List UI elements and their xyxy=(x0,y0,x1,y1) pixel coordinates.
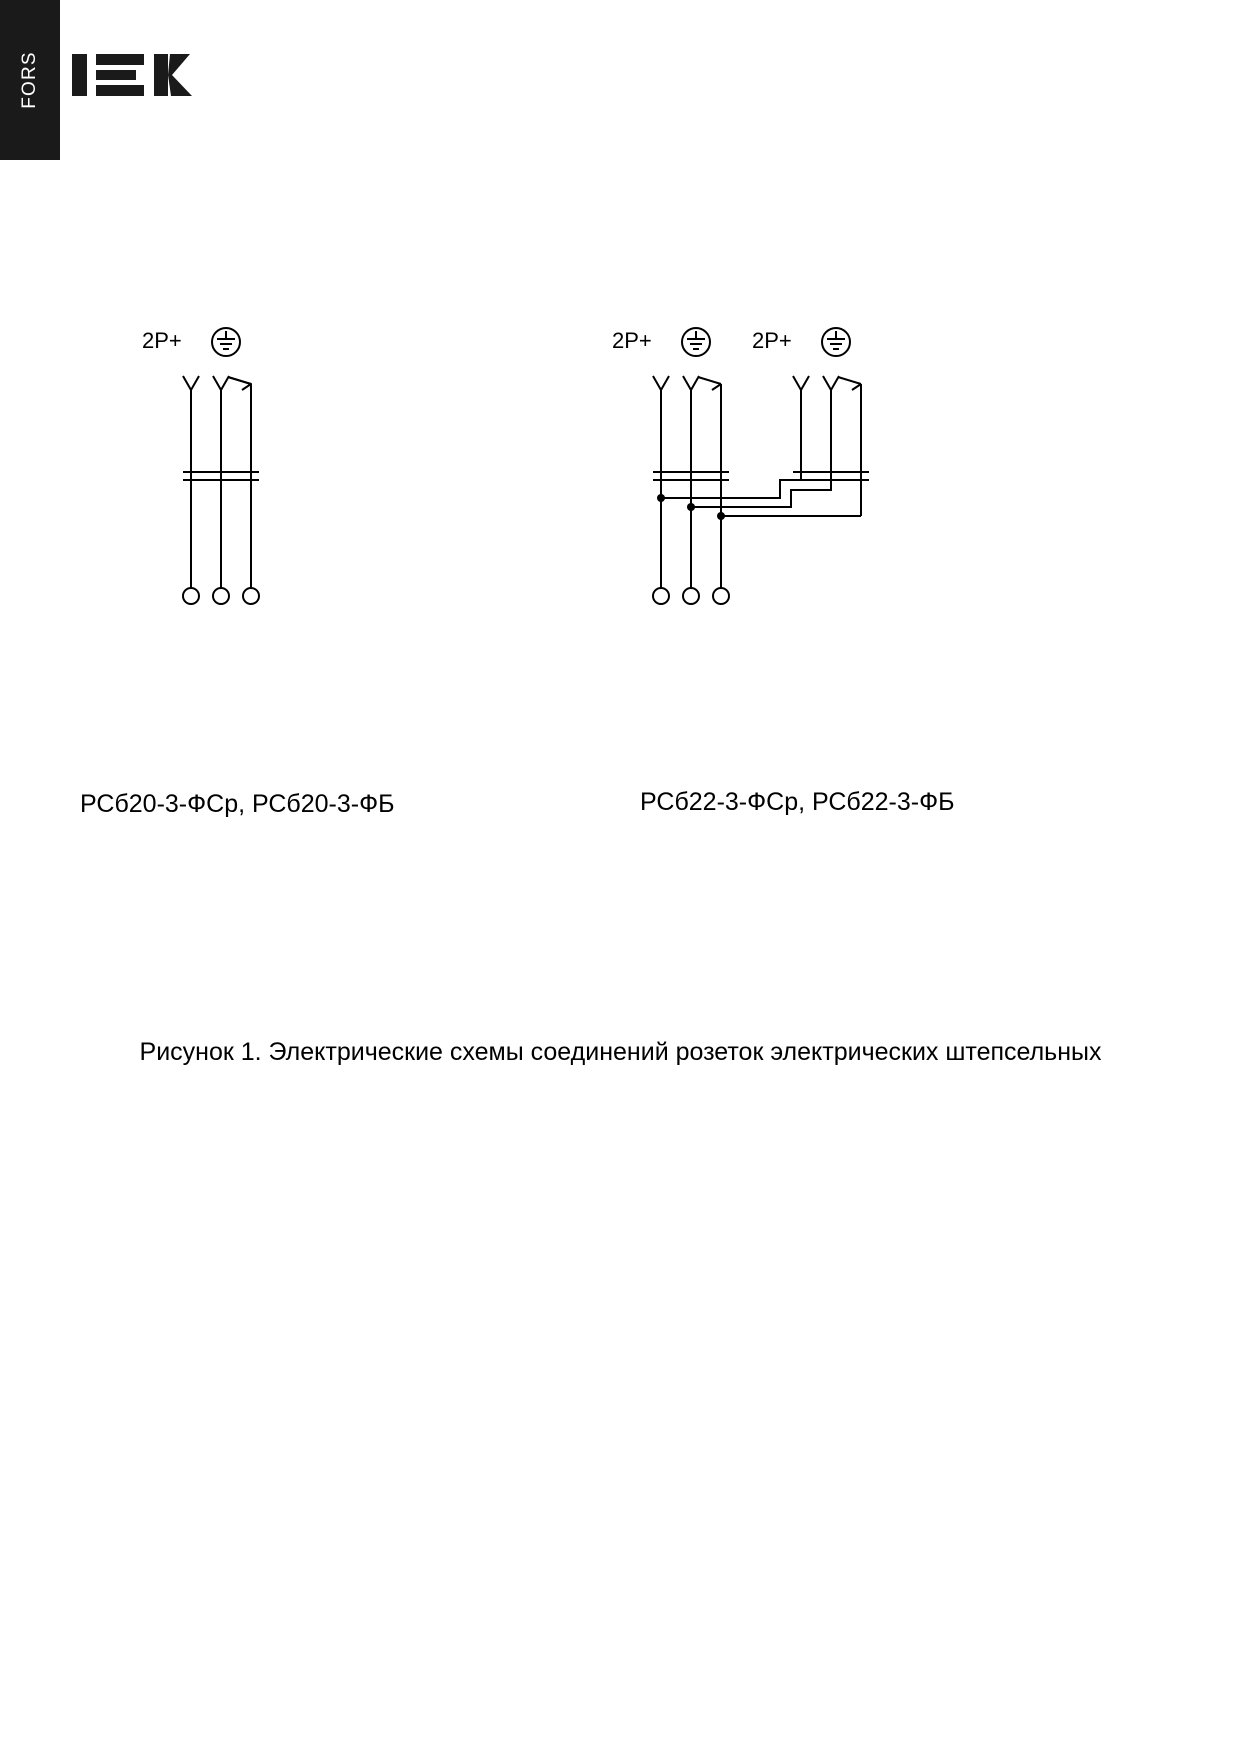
iek-logo xyxy=(72,46,212,104)
earth-icon xyxy=(212,328,240,356)
terminal-label-2p-right-1: 2P+ xyxy=(612,328,652,353)
brand-header-block xyxy=(0,0,60,160)
wiring-diagram-area xyxy=(0,170,1241,870)
schematic-double-socket xyxy=(612,320,1020,655)
brand-vertical-label: FORS xyxy=(19,51,40,109)
earth-icon-left xyxy=(682,328,710,356)
caption-double-socket: РСб22-3-ФСр, РСб22-3-ФБ xyxy=(640,788,955,816)
terminal-label-2p-right-2: 2P+ xyxy=(752,328,792,353)
figure-title: Рисунок 1. Электрические схемы соединений розеток электрических штепсельных xyxy=(139,1038,1102,1066)
schematic-single-socket xyxy=(142,320,410,655)
earth-icon-right xyxy=(822,328,850,356)
caption-single-socket: РСб20-3-ФСр, РСб20-3-ФБ xyxy=(80,790,395,818)
terminal-label-2p-left: 2P+ xyxy=(142,328,182,353)
